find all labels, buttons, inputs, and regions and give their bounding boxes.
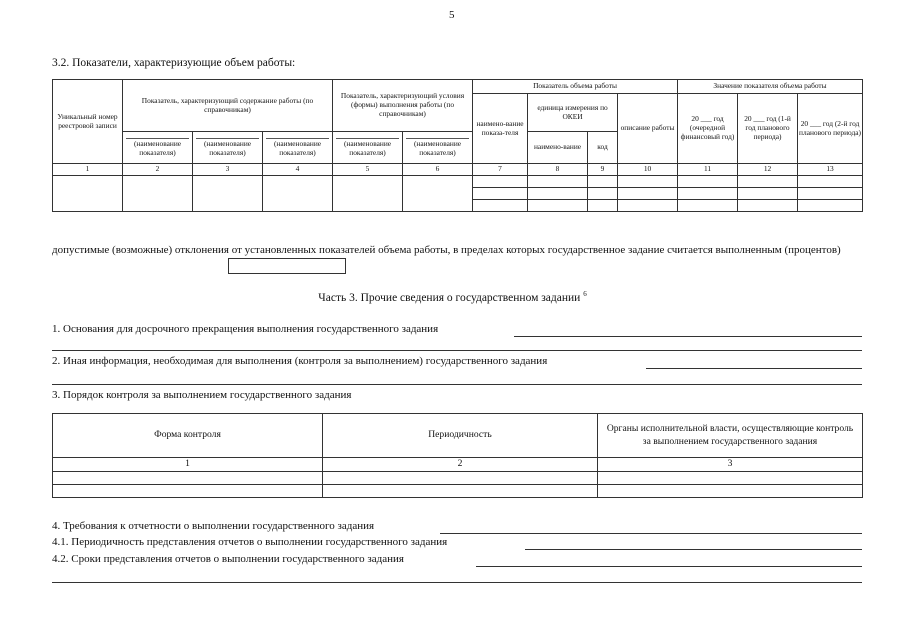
- line-3-label: 3. Порядок контроля за выполнением государственного задания: [52, 389, 352, 401]
- year-plan2-header: 20 ___ год (2-й год планового периода): [798, 94, 863, 164]
- section-heading: 3.2. Показатели, характеризующие объем работы:: [52, 57, 296, 69]
- unique-number-header: Уникальный номер реестровой записи: [53, 80, 123, 164]
- line-2-fill[interactable]: [646, 368, 862, 369]
- col-num: 6: [403, 164, 473, 176]
- col-num: 12: [738, 164, 798, 176]
- line-1-label: 1. Основания для досрочного прекращения выполнения государственного задания: [52, 323, 439, 335]
- col-num: 13: [798, 164, 863, 176]
- column-number-row: [53, 458, 863, 472]
- indicator-name-sub: (наименование показателя): [333, 132, 403, 164]
- col-num: 2: [323, 458, 598, 472]
- col-num: 3: [193, 164, 263, 176]
- line-2-label: 2. Иная информация, необходимая для выполнения (контроля за выполнением) государственного задания: [52, 355, 548, 367]
- col-num: 11: [678, 164, 738, 176]
- volume-value-header: Значение показателя объема работы: [678, 80, 863, 94]
- deviation-text: допустимые (возможные) отклонения от установленных показателей объема работы, в пределах которых государственное задание считается выполненным (процентов): [52, 244, 841, 256]
- line-4-1-label: 4.1. Периодичность представления отчетов о выполнении государственного задания: [52, 536, 448, 548]
- control-form-header: Форма контроля: [53, 414, 323, 458]
- line-4-1-fill[interactable]: [525, 549, 862, 550]
- line-4-label: 4. Требования к отчетности о выполнении государственного задания: [52, 520, 375, 532]
- column-number-row: [53, 164, 863, 176]
- table-row: [53, 175, 863, 187]
- table-row: [53, 484, 863, 497]
- indicator-name-header: наимено-вание показа-теля: [473, 94, 528, 164]
- line-1-fill-2[interactable]: [52, 350, 862, 351]
- footnote-mark: 6: [583, 290, 587, 298]
- okei-name-header: наимено-вание: [528, 132, 588, 164]
- col-num: 7: [473, 164, 528, 176]
- authorities-header: Органы исполнительной власти, осуществляющие контроль за выполнением государственного задания: [598, 414, 863, 458]
- control-table: [52, 413, 863, 498]
- col-num: 5: [333, 164, 403, 176]
- col-num: 10: [618, 164, 678, 176]
- col-num: 4: [263, 164, 333, 176]
- periodicity-header: Периодичность: [323, 414, 598, 458]
- okei-unit-header: единица измерения по ОКЕИ: [528, 94, 618, 132]
- col-num: 3: [598, 458, 863, 472]
- col-num: 1: [53, 164, 123, 176]
- deviation-input-box[interactable]: [228, 258, 346, 274]
- year-plan1-header: 20 ___ год (1-й год планового периода): [738, 94, 798, 164]
- line-2-fill-2[interactable]: [52, 384, 862, 385]
- indicator-name-sub: (наименование показателя): [403, 132, 473, 164]
- volume-indicator-header: Показатель объема работы: [473, 80, 678, 94]
- work-description-header: описание работы: [618, 94, 678, 164]
- col-num: 2: [123, 164, 193, 176]
- indicator-name-sub: (наименование показателя): [263, 132, 333, 164]
- year-current-header: 20 ___ год (очередной финансовый год): [678, 94, 738, 164]
- table-row: [53, 471, 863, 484]
- okei-code-header: код: [588, 132, 618, 164]
- line-4-fill[interactable]: [440, 533, 862, 534]
- line-4-2-label: 4.2. Сроки представления отчетов о выполнении государственного задания: [52, 553, 404, 565]
- indicator-name-sub: (наименование показателя): [193, 132, 263, 164]
- line-4-2-fill-2[interactable]: [52, 582, 862, 583]
- work-volume-table: [52, 79, 863, 212]
- indicator-name-sub: (наименование показателя): [123, 132, 193, 164]
- line-4-2-fill[interactable]: [476, 566, 862, 567]
- page-number: 5: [449, 9, 455, 21]
- col-num: 8: [528, 164, 588, 176]
- col-num: 9: [588, 164, 618, 176]
- content-indicator-header: Показатель, характеризующий содержание работы (по справочникам): [123, 80, 333, 132]
- conditions-indicator-header: Показатель, характеризующий условия (формы) выполнения работы (по справочникам): [333, 80, 473, 132]
- col-num: 1: [53, 458, 323, 472]
- line-1-fill[interactable]: [514, 336, 862, 337]
- part3-title: Часть 3. Прочие сведения о государственном задании $^6$: [318, 290, 587, 304]
